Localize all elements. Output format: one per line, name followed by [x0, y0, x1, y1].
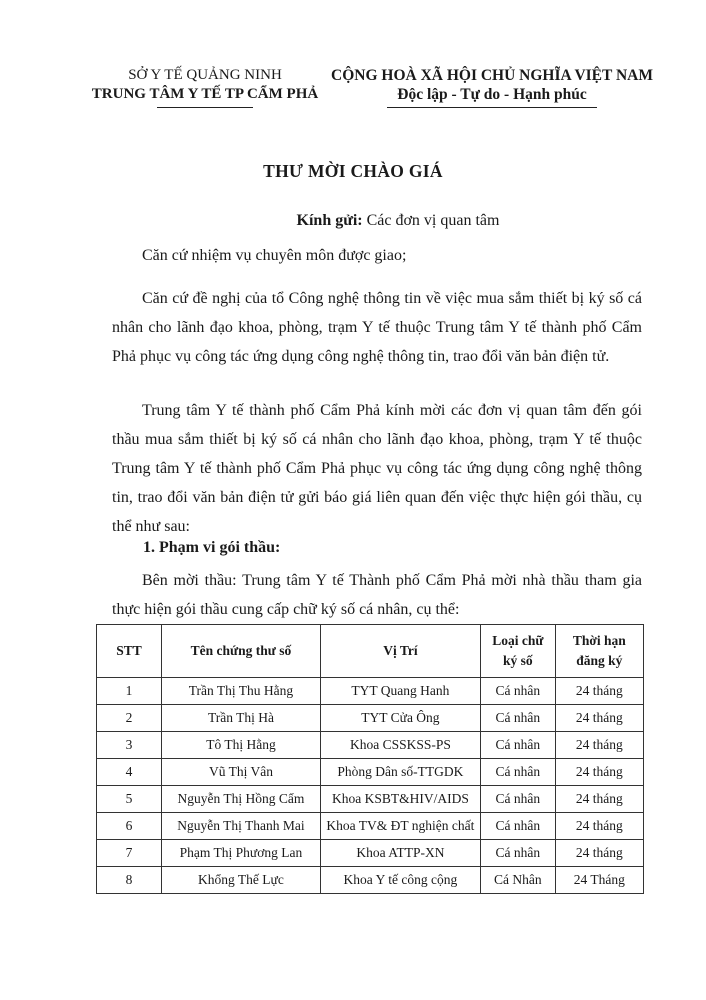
organization-name: TRUNG TÂM Y TẾ TP CẨM PHẢ: [91, 86, 319, 102]
issuer-underline: [157, 107, 253, 108]
cell-type: Cá nhân: [480, 759, 555, 786]
table-row: [97, 840, 644, 867]
cell-stt: 7: [97, 840, 162, 867]
cell-type: Cá nhân: [480, 813, 555, 840]
cell-type: Cá Nhân: [480, 867, 555, 894]
cell-stt: 6: [97, 813, 162, 840]
cell-type: Cá nhân: [480, 786, 555, 813]
cell-position: Khoa TV& ĐT nghiện chất: [320, 813, 480, 840]
cell-term: 24 tháng: [555, 759, 643, 786]
header-term-line1: Thời hạn: [572, 633, 626, 648]
country-name: CỘNG HOÀ XÃ HỘI CHỦ NGHĨA VIỆT NAM: [331, 67, 653, 84]
table-row: [97, 705, 644, 732]
cell-term: 24 tháng: [555, 705, 643, 732]
table-row: [97, 759, 644, 786]
cell-name: Tô Thị Hằng: [162, 732, 321, 759]
cell-position: TYT Cửa Ông: [320, 705, 480, 732]
header-type-line2: ký số: [503, 653, 533, 668]
table-header-row: [97, 625, 644, 678]
header-type: [480, 625, 555, 678]
paragraph-text: [112, 566, 642, 624]
header-term: [555, 625, 643, 678]
cell-stt: 5: [97, 786, 162, 813]
scope-text: Trung tâm Y tế Thành phố Cẩm Phả mời nhà thầu tham gia thực hiện gói thầu cung cấp chữ ký số cá nhân, cụ thể:: [112, 572, 642, 618]
greeting-recipient: Các đơn vị quan tâm: [366, 212, 500, 229]
header-type-line1: Loại chữ: [492, 633, 544, 648]
cell-name: Trần Thị Hà: [162, 705, 321, 732]
certificate-table: [96, 624, 644, 894]
cell-stt: 4: [97, 759, 162, 786]
section-heading: 1. Phạm vi gói thầu:: [143, 539, 281, 556]
cell-term: 24 tháng: [555, 732, 643, 759]
motto-underline: [387, 107, 597, 108]
cell-type: Cá nhân: [480, 732, 555, 759]
paragraph-proposal: [112, 284, 642, 371]
greeting: [0, 212, 706, 230]
cell-name: Trần Thị Thu Hằng: [162, 678, 321, 705]
issuer-block: [80, 66, 330, 108]
paragraph-text: Căn cứ nhiệm vụ chuyên môn được giao;: [142, 247, 407, 264]
cell-position: Khoa Y tế công cộng: [320, 867, 480, 894]
cell-stt: 1: [97, 678, 162, 705]
table-row: [97, 786, 644, 813]
cell-position: Khoa CSSKSS-PS: [320, 732, 480, 759]
cell-name: Phạm Thị Phương Lan: [162, 840, 321, 867]
table-row: [97, 813, 644, 840]
header-name: Tên chứng thư số: [162, 625, 321, 678]
national-motto: Độc lập - Tự do - Hạnh phúc: [397, 86, 587, 103]
cell-type: Cá nhân: [480, 705, 555, 732]
header-position: Vị Trí: [320, 625, 480, 678]
cell-type: Cá nhân: [480, 840, 555, 867]
cell-term: 24 tháng: [555, 813, 643, 840]
cell-stt: 2: [97, 705, 162, 732]
document-title: THƯ MỜI CHÀO GIÁ: [263, 161, 443, 181]
national-heading: [322, 66, 662, 108]
scope-label: Bên mời thầu:: [142, 572, 237, 589]
cell-name: Khổng Thế Lực: [162, 867, 321, 894]
cell-stt: 3: [97, 732, 162, 759]
header-term-line2: đăng ký: [576, 653, 623, 668]
cell-type: Cá nhân: [480, 678, 555, 705]
department-name: SỞ Y TẾ QUẢNG NINH: [128, 67, 282, 83]
cell-term: 24 Tháng: [555, 867, 643, 894]
cell-position: Phòng Dân số-TTGDK: [320, 759, 480, 786]
table-row: [97, 732, 644, 759]
cell-term: 24 tháng: [555, 786, 643, 813]
paragraph-text: Trung tâm Y tế thành phố Cẩm Phả kính mời các đơn vị quan tâm đến gói thầu mua sắm thiết bị ký số cá nhân cho lãnh đạo khoa, phòng, trạm Y tế thuộc Trung tâm Y tế thành phố Cẩm Phả phục vụ công tác ứng dụng công nghệ thông tin, trao đổi văn bản điện tử gửi báo giá liên quan đến việc thực hiện gói thầu, cụ thể như sau:: [112, 402, 642, 535]
cell-position: Khoa ATTP-XN: [320, 840, 480, 867]
table-row: [97, 678, 644, 705]
paragraph-invitation: [112, 396, 642, 541]
header-stt: STT: [97, 625, 162, 678]
paragraph-scope: [112, 566, 642, 624]
cell-position: TYT Quang Hanh: [320, 678, 480, 705]
table-row: [97, 867, 644, 894]
greeting-label: Kính gửi:: [296, 212, 363, 229]
cell-name: Vũ Thị Vân: [162, 759, 321, 786]
cell-term: 24 tháng: [555, 678, 643, 705]
paragraph-text: Căn cứ đề nghị của tổ Công nghệ thông tin về việc mua sắm thiết bị ký số cá nhân cho lãnh đạo khoa, phòng, trạm Y tế thuộc Trung tâm Y tế thành phố Cẩm Phả phục vụ công tác ứng dụng công nghệ thông tin, trao đổi văn bản điện tử.: [112, 290, 642, 365]
cell-name: Nguyễn Thị Thanh Mai: [162, 813, 321, 840]
cell-name: Nguyễn Thị Hồng Cẩm: [162, 786, 321, 813]
cell-stt: 8: [97, 867, 162, 894]
cell-term: 24 tháng: [555, 840, 643, 867]
paragraph-basis: [112, 241, 642, 270]
cell-position: Khoa KSBT&HIV/AIDS: [320, 786, 480, 813]
